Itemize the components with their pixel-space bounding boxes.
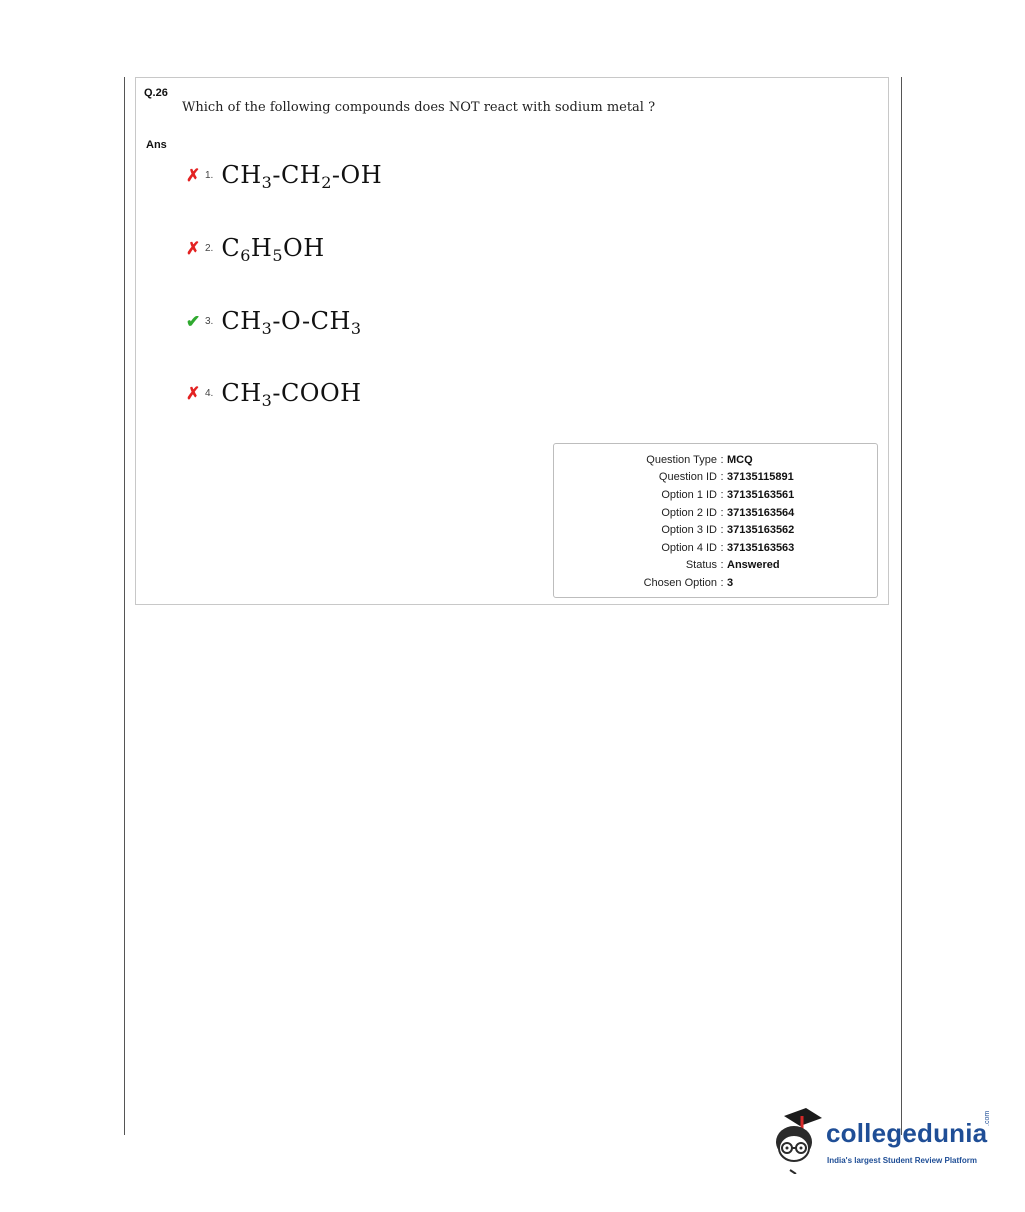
option-2: [186, 231, 325, 265]
meta-row: [554, 557, 877, 575]
meta-label: Question ID: [658, 471, 717, 484]
meta-row: [554, 486, 877, 504]
question-panel: [135, 77, 889, 605]
meta-separator: :: [720, 559, 724, 572]
meta-separator: :: [720, 453, 724, 466]
formula-subscript: 2: [321, 173, 332, 192]
formula-part: -CH: [272, 161, 322, 189]
meta-value: 37135163563: [727, 541, 795, 554]
meta-separator: :: [720, 488, 724, 501]
formula-part: CH: [221, 161, 262, 189]
page-left-border: [124, 77, 125, 1135]
meta-value: 37135163564: [727, 506, 795, 519]
page-right-border: [901, 77, 902, 1135]
collegedunia-logo: [766, 1104, 996, 1174]
cross-icon: ✗: [186, 238, 201, 258]
formula-subscript: 3: [261, 319, 273, 338]
option-formula: [221, 161, 383, 192]
meta-separator: :: [720, 506, 724, 519]
formula-part: CH: [221, 307, 262, 335]
formula-subscript: 3: [261, 391, 273, 410]
meta-label: Option 1 ID: [661, 488, 717, 501]
meta-rows: [554, 451, 877, 592]
option-3: [186, 304, 362, 338]
meta-value: 37135115891: [727, 471, 794, 484]
formula-subscript: 3: [261, 173, 273, 192]
formula-subscript: 3: [350, 319, 362, 338]
meta-row: [554, 469, 877, 487]
formula-part: H: [250, 234, 273, 262]
question-meta-panel: [553, 443, 878, 598]
meta-separator: :: [720, 524, 724, 537]
meta-row: [554, 504, 877, 522]
formula-subscript: 6: [240, 246, 251, 265]
meta-separator: :: [720, 541, 724, 554]
option-formula: [221, 234, 325, 265]
question-text: Which of the following compounds does NOT react with sodium metal ?: [182, 100, 656, 115]
meta-row: [554, 539, 877, 557]
formula-part: OH: [283, 234, 325, 262]
formula-part: CH: [221, 379, 262, 407]
meta-label: Option 3 ID: [661, 524, 717, 537]
meta-row: [554, 451, 877, 469]
formula-part: -O-CH: [272, 307, 351, 335]
cross-icon: ✗: [186, 383, 201, 403]
option-number: 3.: [205, 315, 214, 327]
option-number: 4.: [205, 387, 214, 399]
formula-part: -OH: [331, 161, 383, 189]
meta-value: 37135163561: [727, 488, 795, 501]
logo-tagline: India's largest Student Review Platform: [827, 1156, 977, 1165]
meta-label: Question Type: [646, 453, 717, 466]
meta-label: Chosen Option: [643, 576, 717, 589]
formula-part: C: [221, 234, 241, 262]
meta-separator: :: [720, 471, 724, 484]
meta-row: [554, 574, 877, 592]
meta-label: Option 4 ID: [661, 541, 717, 554]
check-icon: ✔: [186, 311, 201, 331]
option-4: [186, 376, 362, 410]
question-number: Q.26: [144, 87, 168, 99]
option-1: [186, 158, 382, 192]
meta-value: Answered: [727, 559, 780, 572]
meta-separator: :: [720, 576, 724, 589]
meta-label: Status: [685, 559, 717, 572]
meta-value: 3: [727, 576, 734, 589]
meta-value: MCQ: [727, 453, 753, 466]
cross-icon: ✗: [186, 165, 201, 185]
meta-value: 37135163562: [727, 524, 795, 537]
formula-subscript: 5: [272, 246, 284, 265]
formula-part: -COOH: [272, 379, 362, 407]
option-formula: [221, 307, 362, 338]
option-number: 2.: [205, 242, 214, 254]
logo-suffix: .com: [984, 1110, 991, 1126]
mascot-icon: [766, 1104, 824, 1174]
logo-name: collegedunia: [826, 1118, 988, 1148]
meta-row: [554, 521, 877, 539]
meta-label: Option 2 ID: [661, 506, 717, 519]
option-number: 1.: [205, 169, 214, 181]
answer-label: Ans: [146, 139, 167, 151]
option-formula: [221, 379, 362, 410]
